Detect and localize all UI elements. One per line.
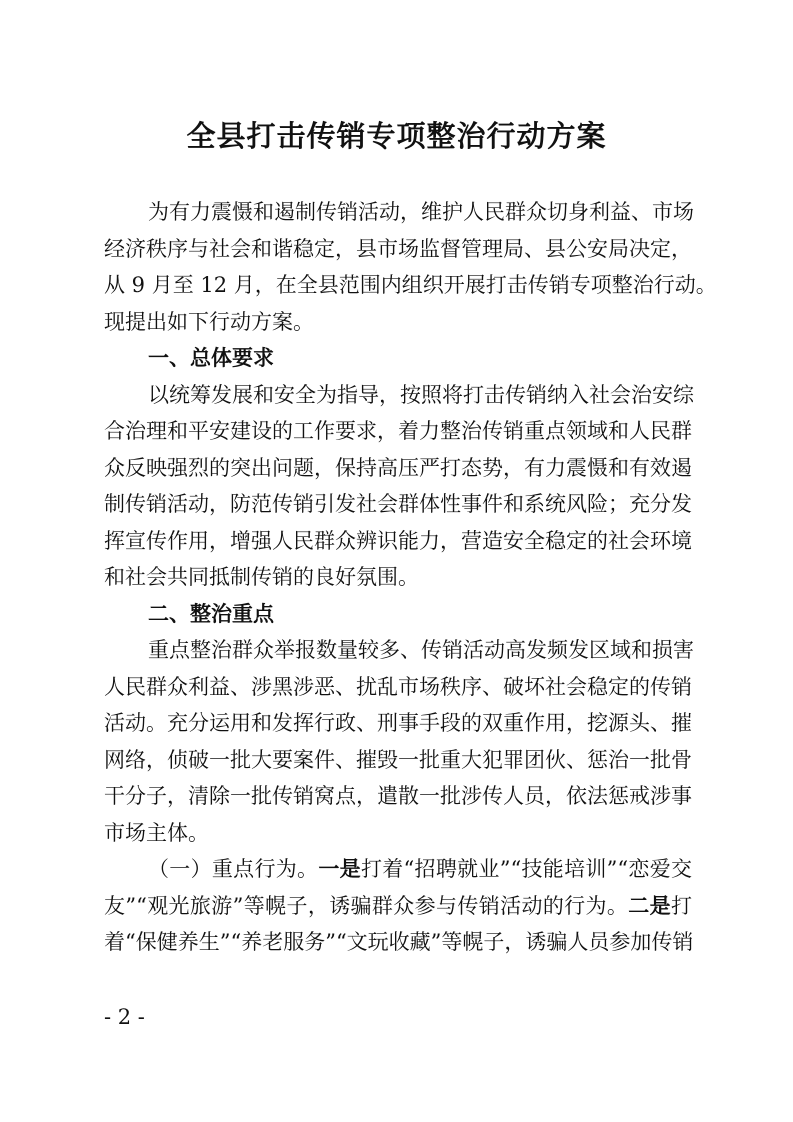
- text-segment: 为有力震慑和遏制传销活动，维护人民群众切身利益、市场: [148, 200, 694, 224]
- text-line: [104, 267, 717, 304]
- text-line: [104, 742, 692, 779]
- document-title: 全县打击传销专项整治行动方案: [186, 119, 607, 153]
- text-line: [104, 231, 692, 268]
- text-segment: 制传销活动，防范传销引发社会群体性事件和系统风险；充分发: [104, 492, 692, 516]
- text-line: [104, 450, 692, 487]
- text-line: [104, 559, 692, 596]
- text-line: [104, 669, 692, 706]
- text-segment: 和社会共同抵制传销的良好氛围。: [104, 565, 419, 589]
- text-segment: 一、总体要求: [148, 346, 274, 370]
- section-heading: [104, 596, 692, 633]
- section-heading: [104, 340, 692, 377]
- text-segment: 合治理和平安建设的工作要求，着力整治传销重点领域和人民群: [104, 419, 692, 443]
- text-segment: 网络，侦破一批大要案件、摧毁一批重大犯罪团伙、惩治一批骨: [104, 747, 692, 772]
- text-line: [104, 778, 692, 815]
- document-body: [104, 194, 717, 961]
- text-line: [104, 304, 692, 341]
- text-segment: 以统筹发展和安全为指导，按照将打击传销纳入社会治安综: [148, 382, 694, 407]
- text-line: [104, 413, 692, 450]
- text-segment: 挥宣传作用，增强人民群众辨识能力，营造安全稳定的社会环境: [104, 528, 692, 553]
- text-line: [104, 377, 692, 414]
- text-line: [104, 888, 692, 925]
- text-line: [104, 705, 692, 742]
- bold-text: 二是: [628, 893, 671, 918]
- text-line: [104, 194, 692, 231]
- text-segment: 从 9 月至 12 月，在全县范围内组织开展打击传销专项整治行动。: [104, 273, 717, 297]
- text-segment: 经济秩序与社会和谐稳定，县市场监督管理局、县公安局决定，: [104, 236, 692, 261]
- text-line: [104, 486, 692, 523]
- text-segment: 二、整治重点: [148, 601, 274, 626]
- text-segment: （一）重点行为。: [148, 857, 319, 881]
- text-line: [104, 851, 692, 888]
- text-segment: 着“保健养生”“养老服务”“文玩收藏”等幌子，诱骗人员参加传销: [104, 930, 694, 954]
- text-segment: 活动。充分运用和发挥行政、刑事手段的双重作用，挖源头、摧: [104, 711, 692, 735]
- text-segment: 打: [671, 893, 692, 918]
- text-segment: 市场主体。: [104, 820, 209, 845]
- bold-text: 一是: [318, 857, 361, 881]
- text-segment: 现提出如下行动方案。: [104, 309, 314, 334]
- text-segment: 干分子，清除一批传销窝点，遣散一批涉传人员，依法惩戒涉事: [104, 784, 692, 808]
- text-line: [104, 632, 692, 669]
- page-number: - 2 -: [104, 1005, 145, 1029]
- text-segment: 人民群众利益、涉黑涉恶、扰乱市场秩序、破坏社会稳定的传销: [104, 674, 692, 699]
- text-line: [104, 523, 692, 560]
- text-segment: 众反映强烈的突出问题，保持高压严打态势，有力震慑和有效遏: [104, 455, 692, 480]
- text-line: [104, 815, 692, 852]
- text-line: [104, 924, 692, 961]
- text-segment: 打着“招聘就业”“技能培训”“恋爱交: [360, 857, 693, 881]
- text-segment: 友”“观光旅游”等幌子，诱骗群众参与传销活动的行为。: [104, 893, 629, 918]
- text-segment: 重点整治群众举报数量较多、传销活动高发频发区域和损害: [148, 638, 694, 662]
